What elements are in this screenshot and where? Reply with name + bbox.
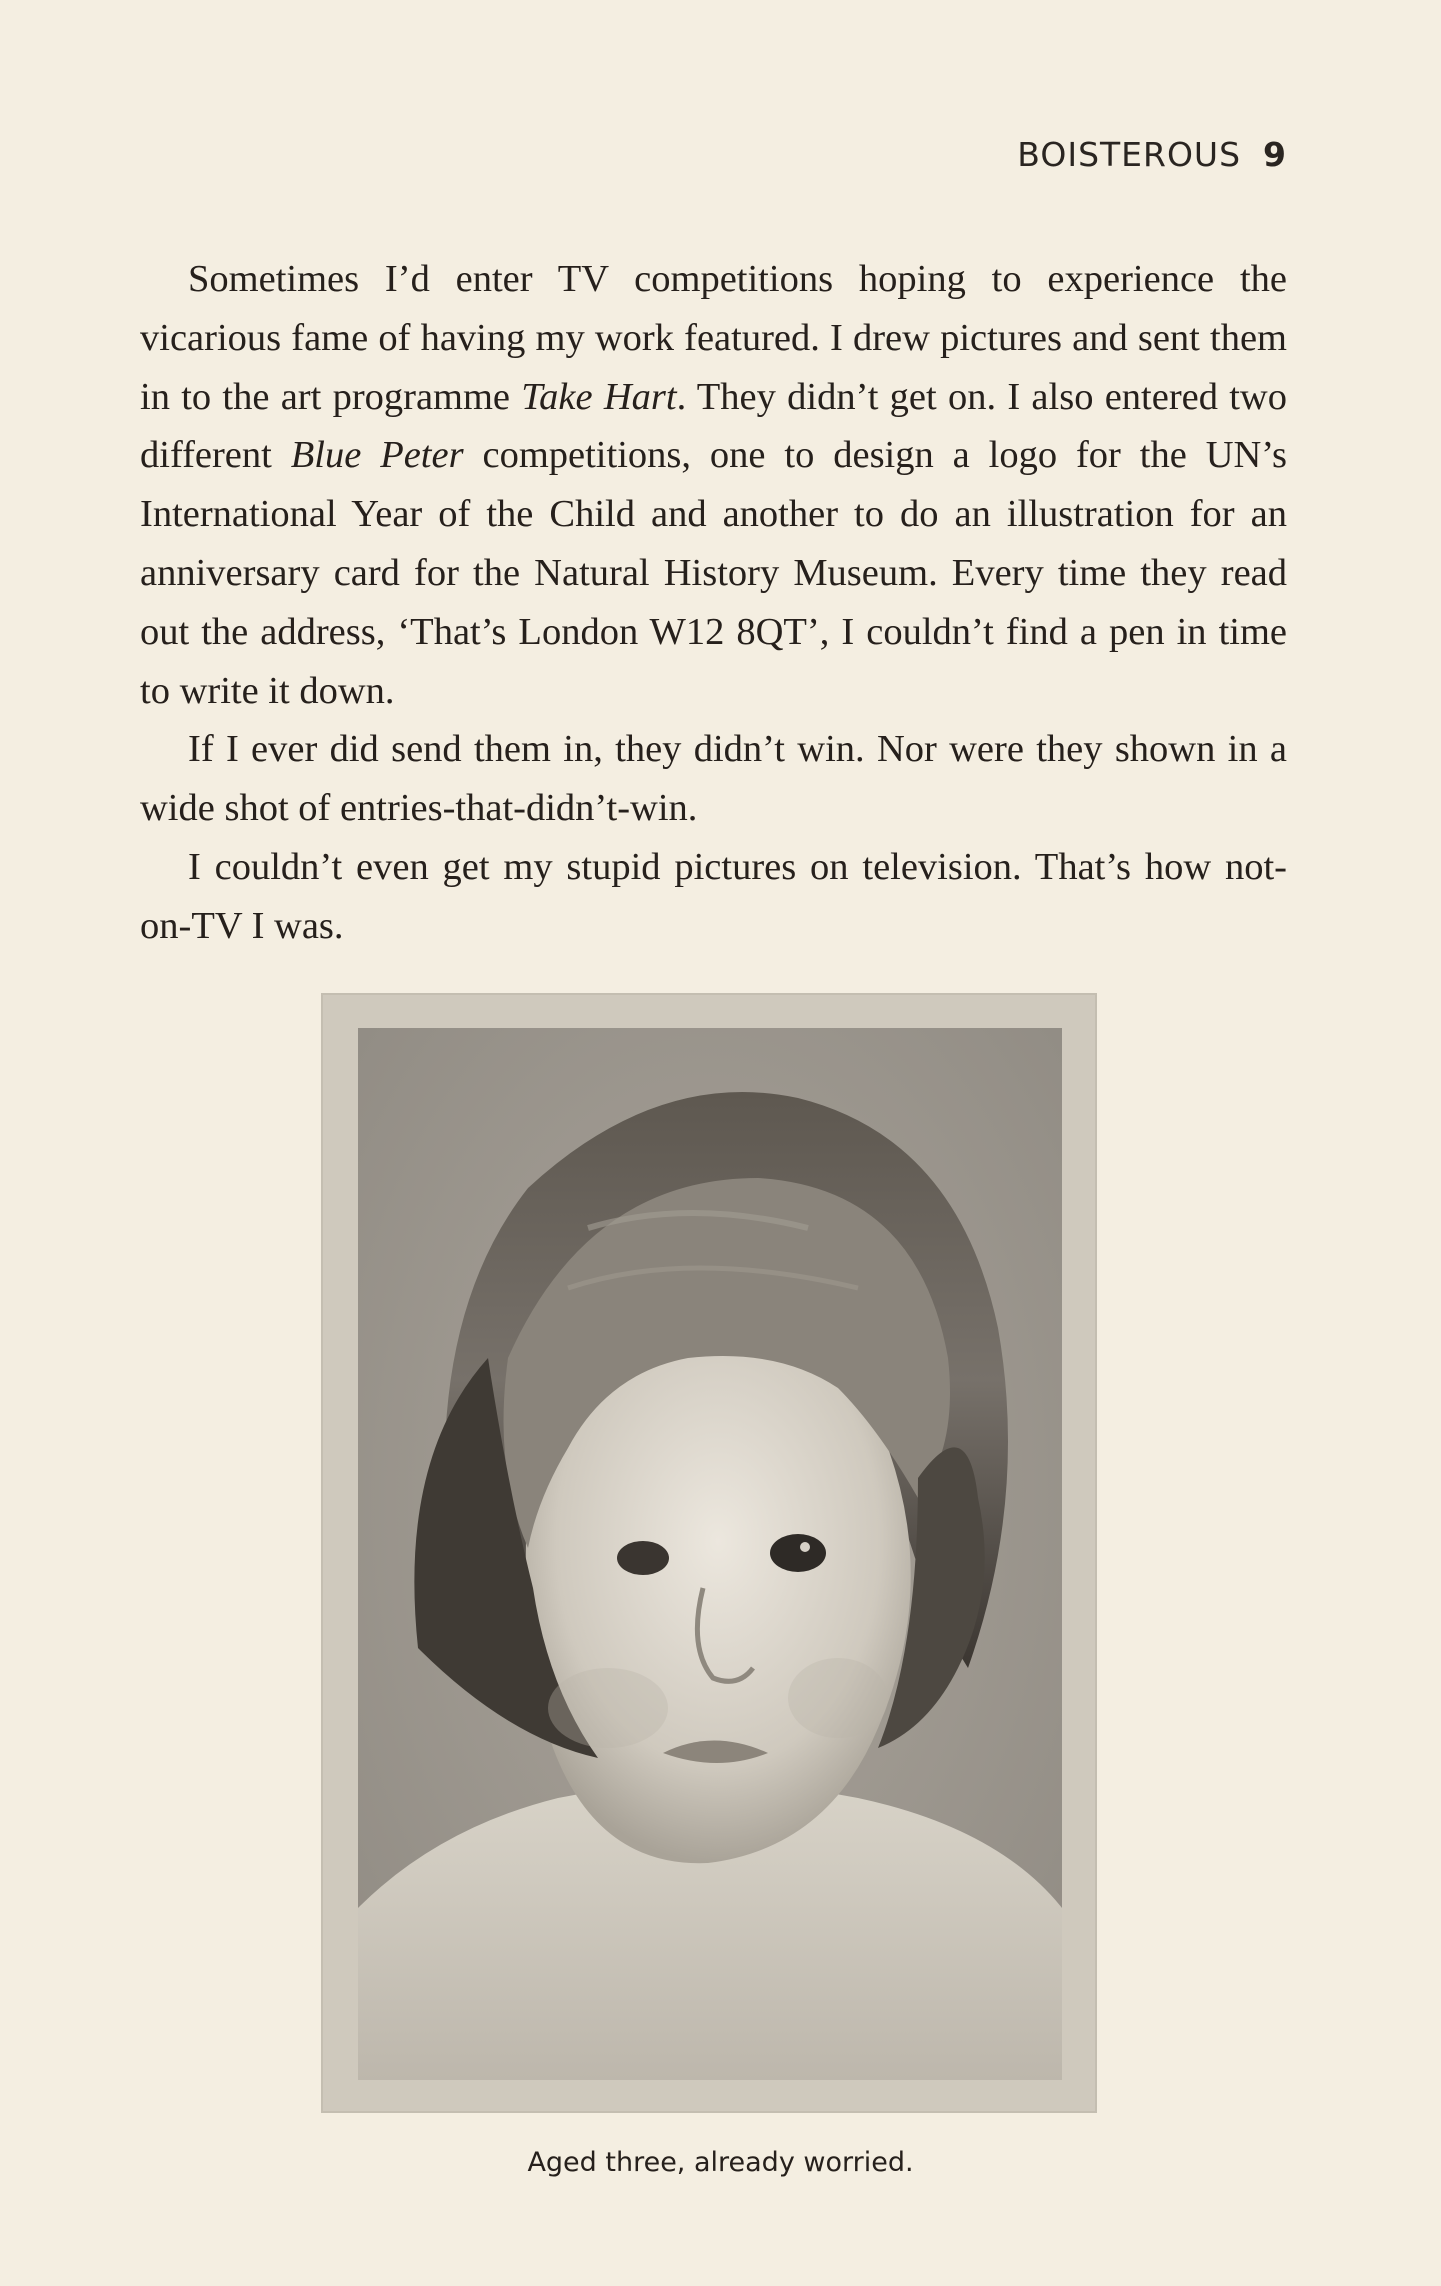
text-run: . They didn’t get on. I also entered two different xyxy=(140,375,1287,477)
text-run: If I ever did send them in, they didn’t win. Nor were they shown in a wide shot of entries-that-didn’t-win. xyxy=(140,728,1287,830)
body-text xyxy=(140,250,1287,956)
chapter-title: BOISTEROUS xyxy=(1017,135,1242,174)
child-portrait-photo xyxy=(358,1028,1062,2080)
running-header xyxy=(1017,135,1287,174)
photo-frame xyxy=(321,993,1097,2113)
paragraph xyxy=(140,250,1287,720)
text-run: competitions, one to design a logo for the UN’s International Year of the Child and another to do an illustration for an anniversary card for the Natural History Museum. Every time they read out the address, ‘That’s London W12 8QT’, I couldn’t find a pen in time to write it down. xyxy=(140,434,1287,712)
italic-title: Take Hart xyxy=(521,375,677,418)
text-run: Sometimes I’d enter TV competitions hoping to experience the vicarious fame of having my work featured. I drew pictures and sent them in to the art programme xyxy=(140,258,1287,418)
paragraph xyxy=(140,838,1287,956)
text-run: I couldn’t even get my stupid pictures on television. That’s how not-on-TV I was. xyxy=(140,845,1287,947)
paragraph xyxy=(140,720,1287,838)
italic-title: Blue Peter xyxy=(290,434,464,477)
photo-caption: Aged three, already worried. xyxy=(527,2147,914,2178)
page-number: 9 xyxy=(1263,135,1287,174)
